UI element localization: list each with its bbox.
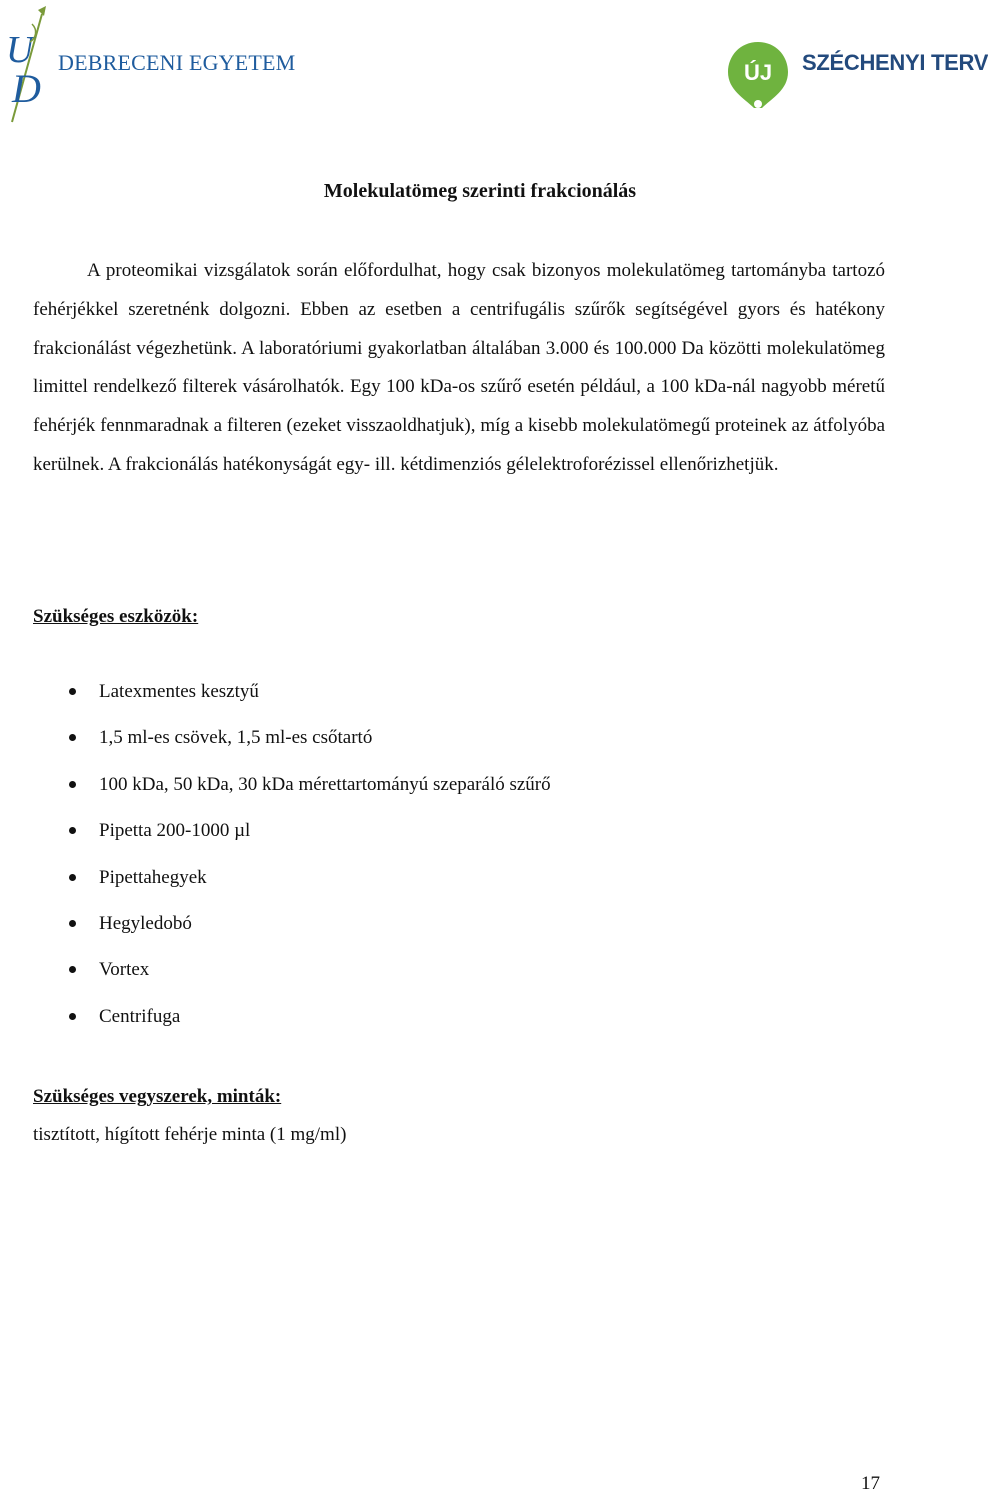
university-crest-logo [2,4,48,126]
list-item [33,903,551,949]
list-item [33,810,551,856]
bullet-icon [69,920,76,927]
bullet-icon [69,874,76,881]
bullet-icon [69,734,76,741]
svg-text:D: D [12,66,41,111]
list-item-text: Latexmentes kesztyű [99,681,259,702]
university-name: DEBRECENI EGYETEM [58,50,296,75]
page-number: 17 [861,1473,880,1494]
tools-list [33,671,551,1042]
svg-text:U: U [6,29,34,71]
program-logo-text: ÚJ [743,60,773,85]
bullet-icon [69,1013,76,1020]
chemicals-heading: Szükséges vegyszerek, minták: [33,1086,282,1107]
list-item [33,717,551,763]
bullet-icon [69,781,76,788]
document-title: Molekulatömeg szerinti frakcionálás [323,180,637,202]
list-item-text: Vortex [99,959,150,981]
page-header [0,0,988,130]
bullet-icon [69,688,76,695]
list-item [33,764,551,810]
bullet-icon [69,827,76,834]
list-item-text: Hegyledobó [99,912,192,934]
list-item-text: Centrifuga [99,1005,181,1027]
list-item-text: Pipettahegyek [99,866,207,888]
list-item [33,996,551,1042]
list-item-text: 1,5 ml-es csövek, 1,5 ml-es csőtartó [99,727,373,749]
list-item-text: Pipetta 200-1000 µl [99,820,251,842]
bullet-icon [69,966,76,973]
chemicals-text: tisztított, hígított fehérje minta (1 mg/ml) [33,1124,347,1145]
szechenyi-terv-logo [722,38,794,110]
tools-heading: Szükséges eszközök: [33,606,199,627]
intro-paragraph [33,252,885,485]
list-item [33,857,551,903]
list-item-text: 100 kDa, 50 kDa, 30 kDa mérettartományú szeparáló szűrő [99,773,551,795]
intro-paragraph-text: A proteomikai vizsgálatok során előfordulhat, hogy csak bizonyos molekulatömeg tartományba tartozó fehérjékkel szeretnénk dolgozni. Ebben az esetben a centrifugális szűrők segítségével gyors és hatékony frakcionálást végezhetünk. A laboratóriumi gyakorlatban általában 3.000 és 100.000 Da közötti molekulatömeg limittel rendelkező filterek vásárolhatók. Egy 100 kDa-os szűrő esetén például, a 100 kDa-nál nagyobb méretű fehérjék fennmaradnak a filteren (ezeket visszaoldhatjuk), míg a kisebb molekulatömegű proteinek az átfolyóba kerülnek. A frakcionálás hatékonyságát egy- ill. kétdimenziós gélelektroforézissel ellenőrizhetjük. [33,260,885,475]
program-name: SZÉCHENYI TERV [802,50,988,75]
list-item [33,671,551,717]
list-item [33,949,551,995]
